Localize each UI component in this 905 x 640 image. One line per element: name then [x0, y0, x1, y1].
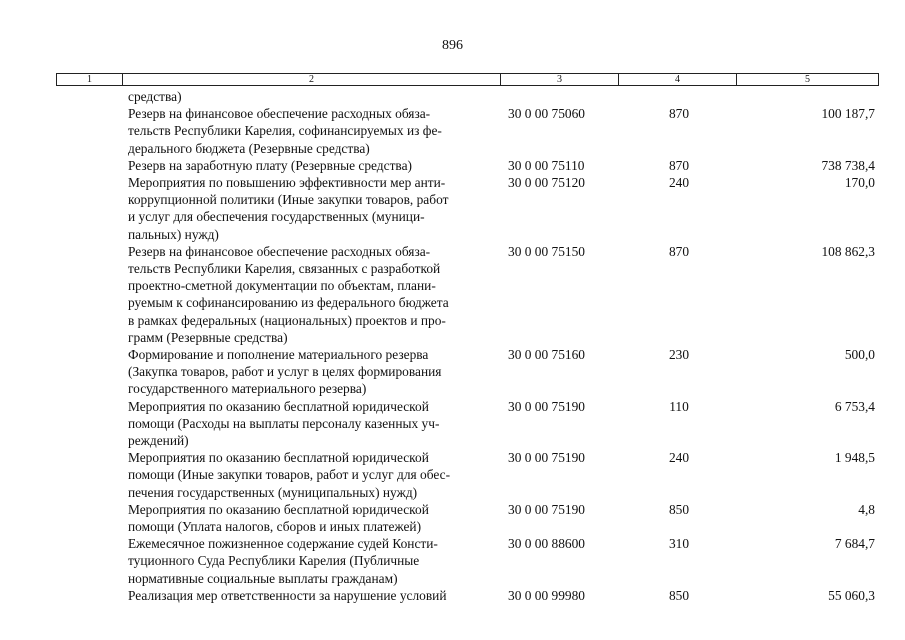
expense-type-code: 230: [668, 347, 690, 363]
amount-value: 500,0: [844, 347, 875, 363]
expense-type-code: 240: [668, 450, 690, 466]
column-header-3: 3: [501, 74, 619, 85]
expense-item-name-line: Мероприятия по оказанию бесплатной юридической: [128, 501, 429, 517]
expense-item-name-line: Мероприятия по оказанию бесплатной юридической: [128, 398, 429, 414]
expense-item-name-line: печения государственных (муниципальных) нужд): [128, 484, 418, 500]
expense-item-name-line: Резерв на финансовое обеспечение расходных обяза-: [128, 106, 431, 122]
expense-type-code: 850: [668, 587, 690, 603]
expense-item-name-line: Мероприятия по оказанию бесплатной юридической: [128, 450, 429, 466]
expense-item-name: [128, 501, 496, 535]
target-article-code: 30 0 00 75060: [508, 106, 585, 122]
expense-item-name-line: Резерв на заработную плату (Резервные средства): [128, 157, 412, 173]
table-row: [0, 174, 905, 243]
expense-item-name-line: Ежемесячное пожизненное содержание судей Консти-: [128, 536, 438, 552]
table-row: [0, 105, 905, 157]
expense-type-code: 240: [668, 175, 690, 191]
expense-item-name-line: грамм (Резервные средства): [128, 329, 288, 345]
amount-value: 7 684,7: [834, 536, 875, 552]
expense-item-name-line: руемым к софинансированию из федерального бюджета: [128, 295, 449, 311]
expense-item-name-line: тельств Республики Карелия, связанных с разработкой: [128, 261, 441, 277]
table-row: [0, 346, 905, 398]
expense-item-name: [128, 587, 496, 604]
expense-type-code: 110: [669, 398, 689, 414]
table-header-row: [56, 73, 879, 86]
table-row: [0, 449, 905, 501]
column-header-1: 1: [57, 74, 123, 85]
expense-item-name: [128, 157, 496, 174]
expense-item-name: [128, 105, 496, 157]
expense-item-name-line: (Закупка товаров, работ и услуг в целях формирования: [128, 364, 442, 380]
target-article-code: 30 0 00 75150: [508, 243, 585, 259]
table-row: [0, 501, 905, 535]
expense-item-name-line: и услуг для обеспечения государственных (муници-: [128, 209, 425, 225]
expense-item-name: [128, 535, 496, 587]
expense-item-name-line: средства): [128, 89, 182, 104]
target-article-code: 30 0 00 75120: [508, 175, 585, 191]
expense-item-name-line: Мероприятия по повышению эффективности мер анти-: [128, 175, 446, 191]
expense-item-name: [128, 449, 496, 501]
target-article-code: 30 0 00 75190: [508, 450, 585, 466]
expense-item-name-line: пальных) нужд): [128, 226, 219, 242]
column-header-5: 5: [805, 74, 810, 85]
column-header-2: 2: [123, 74, 501, 85]
column-header-4: 4: [619, 74, 737, 85]
expense-item-name-line: помощи (Иные закупки товаров, работ и услуг для обес-: [128, 467, 451, 483]
table-row: [0, 88, 905, 105]
expense-item-name-line: помощи (Расходы на выплаты персоналу казенных уч-: [128, 415, 440, 431]
target-article-code: 30 0 00 88600: [508, 536, 585, 552]
table-row: [0, 243, 905, 346]
amount-value: 738 738,4: [821, 157, 875, 173]
expense-item-name: [128, 88, 496, 105]
target-article-code: 30 0 00 75160: [508, 347, 585, 363]
expense-type-code: 310: [668, 536, 690, 552]
expense-item-name: [128, 398, 496, 450]
expense-item-name-line: коррупционной политики (Иные закупки товаров, работ: [128, 192, 449, 208]
target-article-code: 30 0 00 75190: [508, 398, 585, 414]
expense-type-code: 870: [668, 157, 690, 173]
expense-type-code: 870: [668, 106, 690, 122]
amount-value: 100 187,7: [821, 106, 875, 122]
expense-item-name-line: Резерв на финансовое обеспечение расходных обяза-: [128, 243, 431, 259]
expense-item-name-line: нормативные социальные выплаты гражданам): [128, 570, 398, 586]
table-row: [0, 535, 905, 587]
table-row: [0, 587, 905, 604]
expense-item-name-line: дерального бюджета (Резервные средства): [128, 140, 370, 156]
amount-value: 108 862,3: [821, 243, 875, 259]
expense-item-name-line: туционного Суда Республики Карелия (Публичные: [128, 553, 420, 569]
expense-item-name-line: Формирование и пополнение материального резерва: [128, 347, 429, 363]
amount-value: 55 060,3: [828, 587, 875, 603]
expense-type-code: 870: [668, 243, 690, 259]
table-body: [0, 88, 905, 604]
expense-item-name-line: проектно-сметной документации по объектам, плани-: [128, 278, 436, 294]
page-number: 896: [442, 38, 463, 53]
expense-type-code: 850: [668, 501, 690, 517]
expense-item-name-line: в рамках федеральных (национальных) проектов и про-: [128, 312, 446, 328]
expense-item-name: [128, 346, 496, 398]
target-article-code: 30 0 00 99980: [508, 587, 585, 603]
amount-value: 6 753,4: [834, 398, 875, 414]
expense-item-name: [128, 243, 496, 346]
table-row: [0, 398, 905, 450]
target-article-code: 30 0 00 75190: [508, 501, 585, 517]
expense-item-name-line: помощи (Уплата налогов, сборов и иных платежей): [128, 519, 422, 535]
expense-item-name-line: государственного материального резерва): [128, 381, 367, 397]
expense-item-name-line: реждений): [128, 433, 189, 449]
expense-item-name-line: Реализация мер ответственности за нарушение условий: [128, 587, 447, 603]
amount-value: 170,0: [844, 175, 875, 191]
target-article-code: 30 0 00 75110: [508, 157, 585, 173]
expense-item-name: [128, 174, 496, 243]
amount-value: 4,8: [858, 501, 875, 517]
expense-item-name-line: тельств Республики Карелия, софинансируемых из фе-: [128, 123, 442, 139]
amount-value: 1 948,5: [834, 450, 875, 466]
table-row: [0, 157, 905, 174]
